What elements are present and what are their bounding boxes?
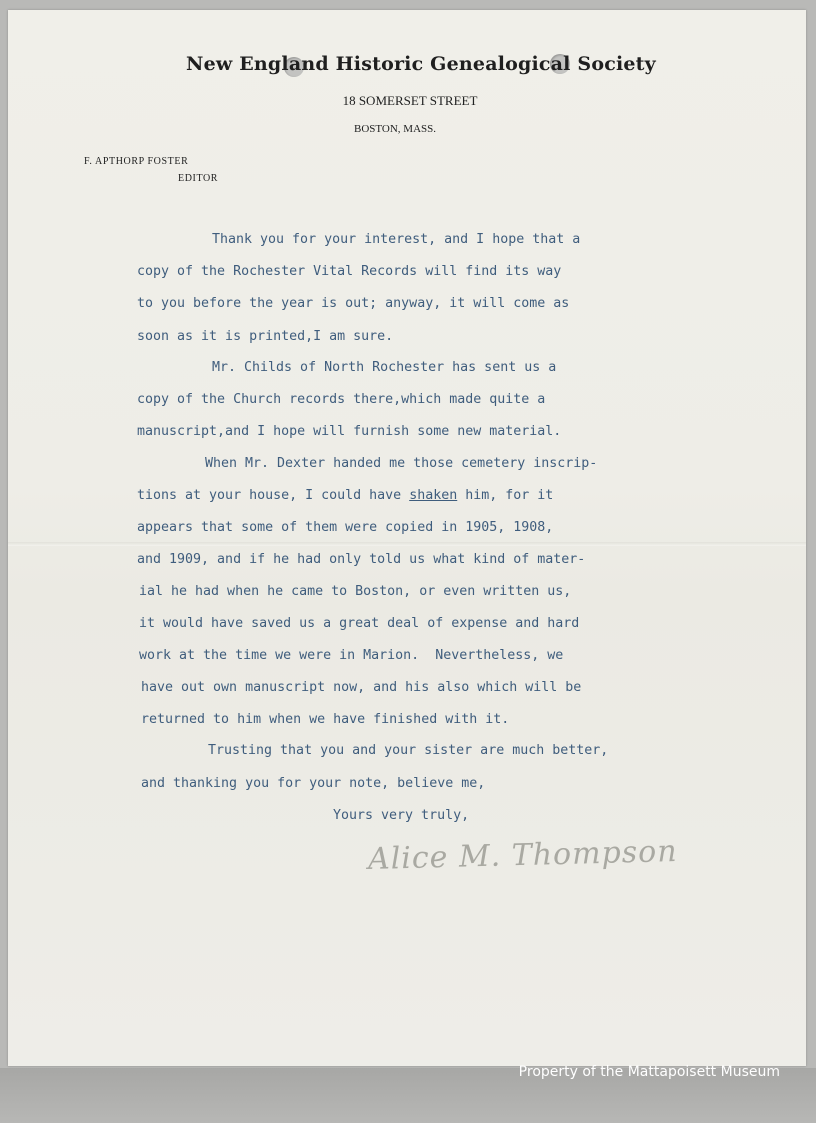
handwritten-signature: Alice M. Thompson	[367, 833, 678, 878]
letterhead-editor-title: EDITOR	[178, 173, 219, 184]
letter-line: and thanking you for your note, believe me,	[141, 776, 486, 791]
letter-line: Thank you for your interest, and I hope that a	[212, 232, 581, 247]
letter-line: to you before the year is out; anyway, it will come as	[137, 296, 570, 311]
letter-line: returned to him when we have finished with it.	[141, 712, 510, 727]
letterhead-editor-name: F. APTHORP FOSTER	[84, 156, 189, 167]
letter-line	[137, 488, 553, 504]
letter-line-text: tions at your house, I could have	[137, 488, 410, 503]
letterhead-street: 18 SOMERSET STREET	[342, 93, 478, 108]
letter-line-text: him, for it	[457, 488, 554, 503]
letter-line: ial he had when he came to Boston, or even written us,	[139, 584, 572, 599]
paper-fold	[8, 542, 806, 546]
letter-line: When Mr. Dexter handed me those cemetery inscrip-	[205, 456, 598, 471]
letter-line: Trusting that you and your sister are much better,	[208, 743, 609, 758]
museum-watermark: Property of the Mattapoisett Museum	[518, 1064, 780, 1080]
underlined-word: shaken	[409, 488, 458, 503]
letter-line: copy of the Church records there,which made quite a	[137, 392, 546, 407]
letter-line: Mr. Childs of North Rochester has sent us a	[212, 360, 557, 375]
letterhead-city: BOSTON, MASS.	[353, 123, 437, 135]
letter-page	[8, 10, 806, 1066]
letter-line: and 1909, and if he had only told us what kind of mater-	[137, 552, 586, 567]
letterhead-society-name: New England Historic Genealogical Society	[186, 53, 656, 75]
letter-line: soon as it is printed,I am sure.	[137, 329, 394, 344]
letter-closing: Yours very truly,	[333, 808, 470, 823]
letter-line: appears that some of them were copied in 1905, 1908,	[137, 520, 554, 535]
letter-line: work at the time we were in Marion. Nevertheless, we	[139, 648, 564, 663]
letter-line: copy of the Rochester Vital Records will find its way	[137, 264, 562, 279]
letter-line: it would have saved us a great deal of expense and hard	[139, 616, 580, 631]
letter-line: have out own manuscript now, and his also which will be	[141, 680, 582, 695]
letter-line: manuscript,and I hope will furnish some new material.	[137, 424, 562, 439]
